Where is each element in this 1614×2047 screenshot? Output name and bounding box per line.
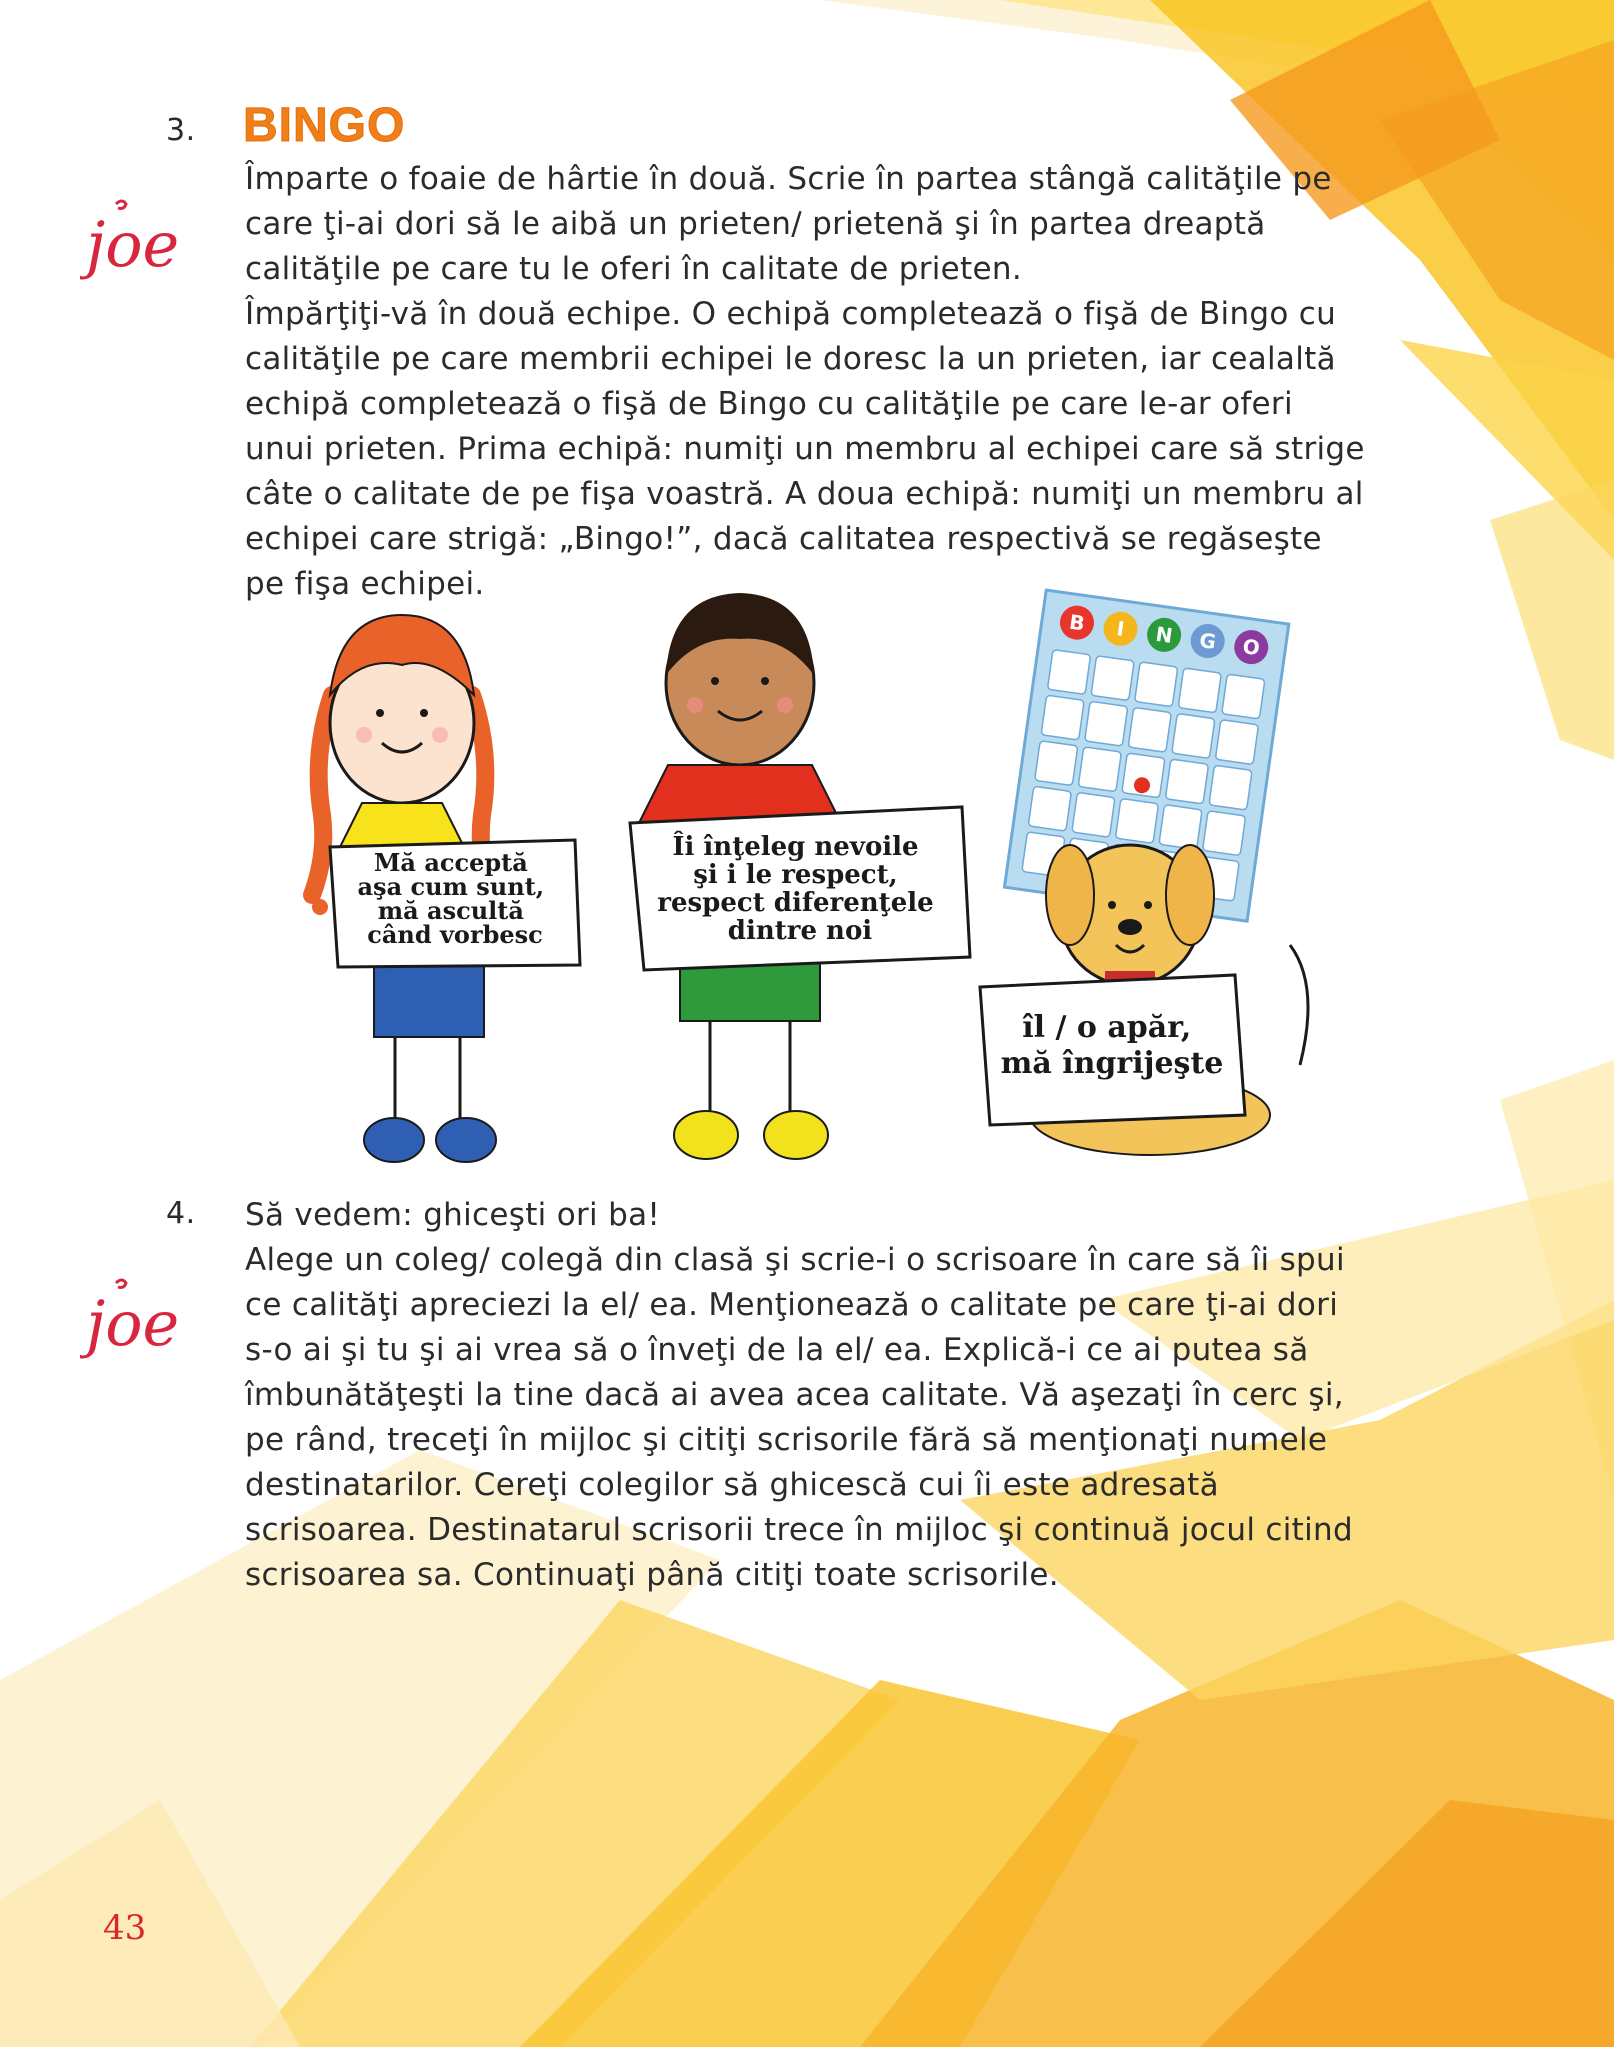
bingo-cell — [1222, 674, 1265, 719]
bingo-cell — [1035, 741, 1078, 786]
sign-boy-line: şi i le respect, — [693, 860, 898, 890]
bingo-cell — [1178, 668, 1221, 713]
sign-dog-line: îl / o apăr, — [1022, 1010, 1192, 1045]
bingo-cell — [1041, 695, 1084, 740]
bingo-cell — [1128, 707, 1171, 752]
bingo-cell — [1115, 798, 1158, 843]
bingo-cell — [1172, 713, 1215, 758]
text-line: echipă completează o fişă de Bingo cu calităţile pe care le-ar oferi — [245, 386, 1293, 422]
text-line: Alege un coleg/ colegă din clasă şi scrie-i o scrisoare în care să îi spui — [245, 1242, 1345, 1278]
girl-figure — [312, 615, 580, 1162]
text-line: s-o ai şi tu şi ai vrea să o înveţi de la el/ ea. Explică-i ce ai putea să — [245, 1332, 1309, 1368]
joe-logo-text: joe — [86, 208, 180, 281]
text-line: câte o calitate de pe fişa voastră. A doua echipă: numiţi un membru al — [245, 476, 1364, 512]
boy-figure — [630, 593, 970, 1159]
page-number: 43 — [103, 1908, 147, 1948]
section-3-number: 3. — [166, 113, 196, 148]
sign-girl-line: când vorbesc — [367, 920, 543, 949]
text-line: scrisoarea. Destinatarul scrisorii trece în mijloc şi continuă jocul citind — [245, 1512, 1353, 1548]
text-line: calităţile pe care tu le oferi în calitate de prieten. — [245, 251, 1022, 287]
sign-girl-line: Mă acceptă — [373, 848, 528, 877]
sign-boy-line: respect diferenţele — [657, 888, 934, 918]
sign-girl-line: mă ascultă — [377, 896, 524, 925]
section-4-text — [245, 1193, 1445, 1598]
text-line: echipei care strigă: „Bingo!”, dacă calitatea respectivă se regăseşte — [245, 521, 1322, 557]
joe-logo — [80, 1275, 200, 1365]
text-line: Împarte o foaie de hârtie în două. Scrie în partea stângă calităţile pe — [245, 161, 1332, 197]
bingo-letter: N — [1154, 621, 1175, 648]
bingo-letter: B — [1067, 609, 1087, 636]
sign-girl-line: aşa cum sunt, — [357, 872, 545, 901]
text-line: destinatarilor. Cereţi colegilor să ghicescă cui îi este adresată — [245, 1467, 1219, 1503]
bingo-cell — [1072, 792, 1115, 837]
joe-logo-text: joe — [86, 1287, 180, 1360]
joe-logo — [80, 196, 200, 286]
bingo-cell — [1091, 656, 1134, 701]
text-line: unui prieten. Prima echipă: numiţi un membru al echipei care să strige — [245, 431, 1365, 467]
bingo-cell — [1078, 747, 1121, 792]
illustration — [290, 585, 1350, 1180]
text-line: ce calităţi apreciezi la el/ ea. Menţionează o calitate pe care ţi-ai dori — [245, 1287, 1339, 1323]
text-line: pe fişa echipei. — [245, 566, 485, 602]
text-line: scrisoarea sa. Continuaţi până citiţi toate scrisorile. — [245, 1557, 1059, 1593]
sign-dog-line: mă îngrijeşte — [1000, 1046, 1224, 1081]
text-line: Să vedem: ghiceşti ori ba! — [245, 1197, 661, 1233]
bingo-cell — [1159, 805, 1202, 850]
bingo-cell — [1047, 650, 1090, 695]
bingo-cell — [1028, 786, 1071, 831]
section-3-text — [245, 157, 1445, 607]
sign-boy-line: Îi înţeleg nevoile — [672, 832, 919, 862]
bingo-cell — [1209, 765, 1252, 810]
text-line: care ţi-ai dori să le aibă un prieten/ prietenă şi în partea dreaptă — [245, 206, 1266, 242]
svg-text:îl / o apăr, mă îngrij — [1001, 1010, 1224, 1081]
bingo-letter: G — [1197, 627, 1218, 655]
bingo-cell — [1135, 662, 1178, 707]
text-line: îmbunătăţeşti la tine dacă ai avea acea calitate. Vă aşezaţi în cerc şi, — [245, 1377, 1344, 1413]
bingo-cell — [1165, 759, 1208, 804]
sign-boy-line: dintre noi — [727, 916, 873, 946]
text-line: Împărţiţi-vă în două echipe. O echipă completează o fişă de Bingo cu — [245, 296, 1337, 332]
bingo-cell — [1215, 720, 1258, 765]
svg-text:Mă acceptă aşa cum sun — [358, 848, 553, 949]
bingo-cell — [1203, 811, 1246, 856]
section-3-title: BINGO — [243, 99, 406, 152]
section-4-number: 4. — [166, 1196, 196, 1231]
bingo-cell — [1085, 701, 1128, 746]
bingo-letter: I — [1115, 616, 1126, 642]
text-line: pe rând, treceţi în mijloc şi citiţi scrisorile fără să menţionaţi numele — [245, 1422, 1328, 1458]
bingo-letter: O — [1241, 634, 1262, 661]
text-line: calităţile pe care membrii echipei le doresc la un prieten, iar cealaltă — [245, 341, 1336, 377]
